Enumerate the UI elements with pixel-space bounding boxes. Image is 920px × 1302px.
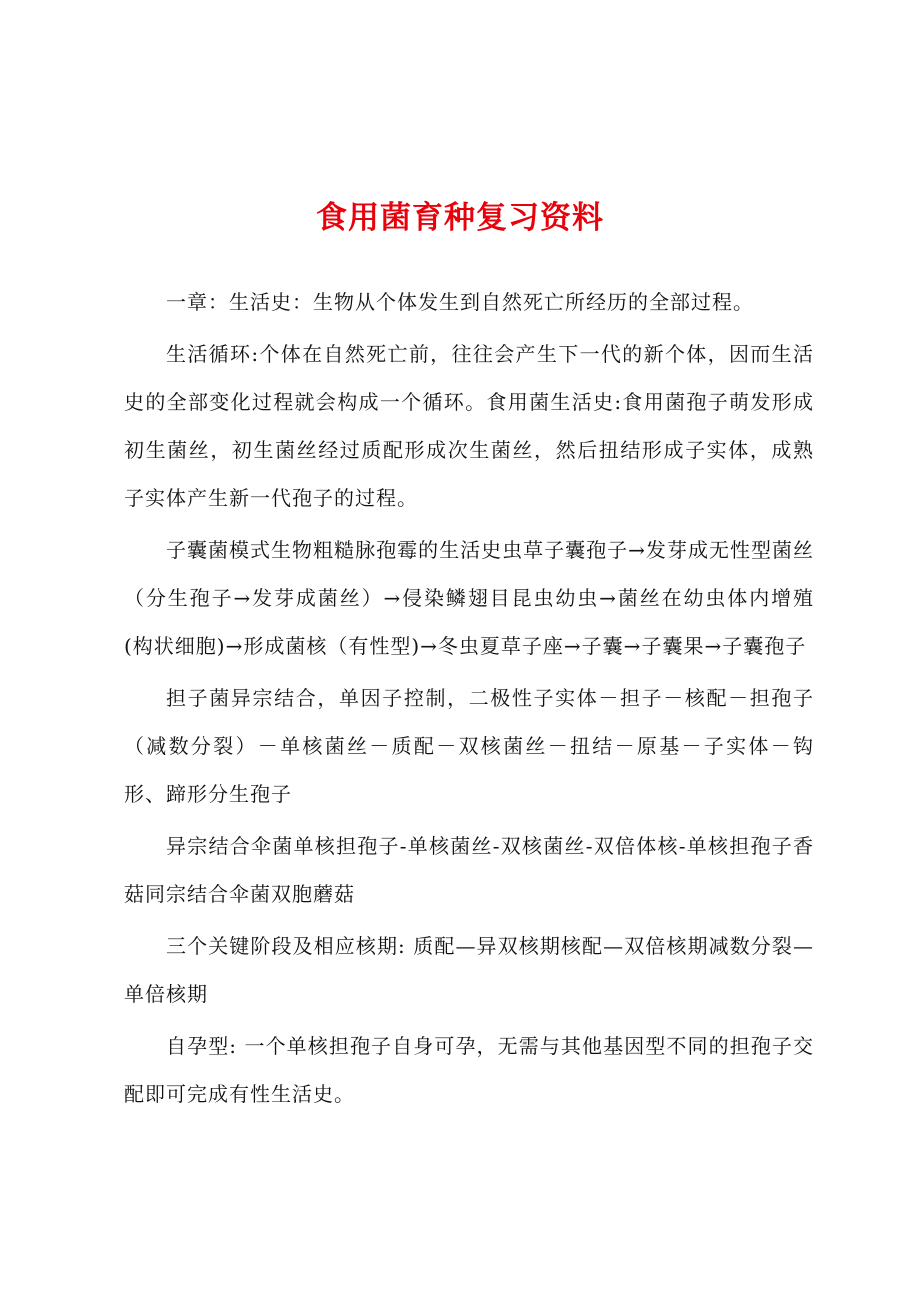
paragraph-key-stages: 三个关键阶段及相应核期: 质配—异双核期核配—双倍核期减数分裂—单倍核期 [124,934,814,1006]
paragraph-heterothallism: 异宗结合伞菌单核担孢子-单核菌丝-双核菌丝-双倍体核-单核担孢子香菇同宗结合伞菌双胞蘑菇 [124,834,814,906]
paragraph-life-cycle: 生活循环:个体在自然死亡前，往往会产生下一代的新个体，因而生活史的全部变化过程就会构成一个循环。食用菌生活史:食用菌孢子萌发形成初生菌丝，初生菌丝经过质配形成次生菌丝，然后扭结形成子实体，成熟子实体产生新一代孢子的过程。 [124,342,814,510]
paragraph-life-history: 一章：生活史：生物从个体发生到自然死亡所经历的全部过程。 [166,290,754,314]
paragraph-basidiomycete: 担子菌异宗结合，单因子控制，二极性子实体－担子－核配－担孢子（减数分裂）－单核菌丝－质配－双核菌丝－扭结－原基－子实体－钩形、蹄形分生孢子 [124,686,814,806]
paragraph-self-fertile: 自孕型: 一个单核担孢子自身可孕，无需与其他基因型不同的担孢子交配即可完成有性生活史。 [124,1034,814,1106]
document-title: 食用菌育种复习资料 [316,200,604,236]
document-body [124,278,814,1122]
paragraph-ascomycete: 子囊菌模式生物粗糙脉孢霉的生活史虫草子囊孢子→发芽成无性型菌丝（分生孢子→发芽成菌丝）→侵染鳞翅目昆虫幼虫→菌丝在幼虫体内增殖(构状细胞)→形成菌核（有性型)→冬虫夏草子座→子囊→子囊果→子囊孢子 [124,538,814,658]
